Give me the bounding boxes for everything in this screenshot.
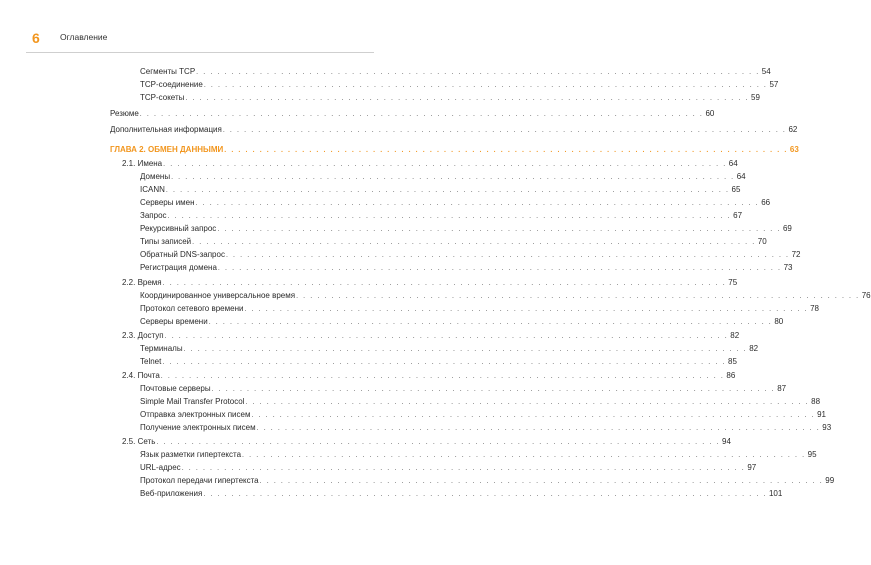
toc-entry-title: Веб-приложения (140, 489, 203, 498)
toc-page-number: 80 (774, 317, 784, 326)
toc-entry-title: Протокол передачи гипертекста (140, 476, 259, 485)
toc-entry-title: Язык разметки гипертекста (140, 450, 242, 459)
toc-entry[interactable] (122, 277, 738, 289)
toc-entry-title: 2.4. Почта (122, 371, 160, 380)
toc-dot-leader: . . . . . . . . . . . . . . . . . . . . . . . . . . . . . . . . . . . . . . . . . . . . . . . . . . . . . . . . . . . . . . . . . . . . . . . . . . . . . . . . (160, 373, 725, 380)
toc-dot-leader: . . . . . . . . . . . . . . . . . . . . . . . . . . . . . . . . . . . . . . . . . . . . . . . . . . . . . . . . . . . . . . . . . . . . . . . . . . . . . . . . (167, 213, 732, 220)
toc-entry[interactable] (122, 330, 740, 342)
toc-dot-leader: . . . . . . . . . . . . . . . . . . . . . . . . . . . . . . . . . . . . . . . . . . . . . . . . . . . . . . . . . . . . . . . . . . . . . . . . . . . . . . . . (203, 491, 767, 498)
toc-entry[interactable] (140, 396, 821, 408)
toc-dot-leader: . . . . . . . . . . . . . . . . . . . . . . . . . . . . . . . . . . . . . . . . . . . . . . . . . . . . . . . . . . . . . . . . . . . . . . . . . . . . . . . . (171, 174, 735, 181)
toc-entry-title: Дополнительная информация (110, 125, 222, 134)
toc-dot-leader: . . . . . . . . . . . . . . . . . . . . . . . . . . . . . . . . . . . . . . . . . . . . . . . . . . . . . . . . . . . . . . . . . . . . . . . . . . . . . . . . (225, 252, 790, 259)
toc-entry[interactable] (140, 462, 757, 474)
toc-page-number: 99 (825, 476, 835, 485)
toc-page-number: 76 (861, 291, 871, 300)
toc-dot-leader: . . . . . . . . . . . . . . . . . . . . . . . . . . . . . . . . . . . . . . . . . . . . . . . . . . . . . . . . . . . . . . . . . . . . . . . . . . . . . . . . (156, 439, 720, 446)
toc-page-number: 72 (791, 250, 801, 259)
toc-dot-leader: . . . . . . . . . . . . . . . . . . . . . . . . . . . . . . . . . . . . . . . . . . . . . . . . . . . . . . . . . . . . . . . . . . . . . . . . . . . . . . . . (163, 161, 727, 168)
toc-page-number: 93 (822, 423, 832, 432)
toc-page-number: 69 (782, 224, 792, 233)
toc-dot-leader: . . . . . . . . . . . . . . . . . . . . . . . . . . . . . . . . . . . . . . . . . . . . . . . . . . . . . . . . . . . . . . . . . . . . . . . . . . . . . . . . (296, 293, 860, 300)
toc-entry[interactable] (110, 108, 715, 120)
toc-chapter-entry[interactable] (110, 144, 799, 156)
toc-dot-leader: . . . . . . . . . . . . . . . . . . . . . . . . . . . . . . . . . . . . . . . . . . . . . . . . . . . . . . . . . . . . . . . . . . . . . . . . . . . . . . . . (217, 265, 782, 272)
toc-dot-leader: . . . . . . . . . . . . . . . . . . . . . . . . . . . . . . . . . . . . . . . . . . . . . . . . . . . . . . . . . . . . . . . . . . . . . . . . . . . . . . . . (162, 280, 727, 287)
toc-entry-title: Telnet (140, 357, 162, 366)
toc-entry[interactable] (140, 171, 746, 183)
toc-entry[interactable] (140, 475, 835, 487)
toc-entry[interactable] (140, 290, 871, 302)
toc-entry-title: 2.1. Имена (122, 159, 163, 168)
toc-entry[interactable] (140, 316, 784, 328)
toc-page-number: 85 (728, 357, 737, 366)
toc-dot-leader: . . . . . . . . . . . . . . . . . . . . . . . . . . . . . . . . . . . . . . . . . . . . . . . . . . . . . . . . . . . . . . . . . . . . . . . . . . . . . . . . (244, 306, 809, 313)
toc-dot-leader: . . . . . . . . . . . . . . . . . . . . . . . . . . . . . . . . . . . . . . . . . . . . . . . . . . . . . . . . . . . . . . . . . . . . . . . . . . . . . . . . (251, 412, 816, 419)
toc-entry[interactable] (140, 262, 793, 274)
running-head-title: Оглавление (60, 32, 108, 42)
toc-page-number: 66 (761, 198, 771, 207)
toc-dot-leader: . . . . . . . . . . . . . . . . . . . . . . . . . . . . . . . . . . . . . . . . . . . . . . . . . . . . . . . . . . . . . . . . . . . . . . . . . . . . . . . . (185, 95, 750, 102)
toc-dot-leader: . . . . . . . . . . . . . . . . . . . . . . . . . . . . . . . . . . . . . . . . . . . . . . . . . . . . . . . . . . . . . . . . . . . . . . . . . . . . . . . . (162, 359, 726, 366)
toc-page-number: 63 (789, 145, 799, 154)
toc-page-number: 91 (817, 410, 826, 419)
toc-entry-title: Протокол сетевого времени (140, 304, 244, 313)
toc-page-number: 86 (726, 371, 736, 380)
toc-entry-title: 2.3. Доступ (122, 331, 164, 340)
toc-page-number: 78 (810, 304, 820, 313)
toc-entry-title: Запрос (140, 211, 167, 220)
toc-dot-leader: . . . . . . . . . . . . . . . . . . . . . . . . . . . . . . . . . . . . . . . . . . . . . . . . . . . . . . . . . . . . . . . . . . . . . . . . . . . . . . . . (165, 187, 730, 194)
toc-entry-title: Резюме (110, 109, 139, 118)
toc-page-number: 70 (757, 237, 767, 246)
toc-entry-title: Домены (140, 172, 171, 181)
toc-entry-title: Рекурсивный запрос (140, 224, 217, 233)
toc-entry[interactable] (140, 422, 832, 434)
toc-entry[interactable] (140, 184, 741, 196)
toc-dot-leader: . . . . . . . . . . . . . . . . . . . . . . . . . . . . . . . . . . . . . . . . . . . . . . . . . . . . . . . . . . . . . . . . . . . . . . . . . . . . . . . . (259, 478, 824, 485)
toc-entry[interactable] (140, 356, 737, 368)
page-number: 6 (32, 30, 40, 46)
toc-entry-title: 2.2. Время (122, 278, 162, 287)
toc-dot-leader: . . . . . . . . . . . . . . . . . . . . . . . . . . . . . . . . . . . . . . . . . . . . . . . . . . . . . . . . . . . . . . . . . . . . . . . . . . . . . . . . (203, 82, 768, 89)
toc-page-number: 73 (783, 263, 793, 272)
toc-page-number: 62 (788, 125, 798, 134)
toc-dot-leader: . . . . . . . . . . . . . . . . . . . . . . . . . . . . . . . . . . . . . . . . . . . . . . . . . . . . . . . . . . . . . . . . . . . . . . . . . . . . . . . . (211, 386, 776, 393)
toc-dot-leader: . . . . . . . . . . . . . . . . . . . . . . . . . . . . . . . . . . . . . . . . . . . . . . . . . . . . . . . . . . . . . . . . . . . . . . . . . . . . . . . . (224, 147, 788, 154)
toc-dot-leader: . . . . . . . . . . . . . . . . . . . . . . . . . . . . . . . . . . . . . . . . . . . . . . . . . . . . . . . . . . . . . . . . . . . . . . . . . . . . . . . . (245, 399, 810, 406)
toc-entry-title: Серверы времени (140, 317, 208, 326)
toc-entry[interactable] (140, 236, 767, 248)
toc-entry-title: Типы записей (140, 237, 192, 246)
toc-entry[interactable] (140, 383, 787, 395)
toc-entry-title: Обратный DNS-запрос (140, 250, 225, 259)
toc-entry-title: Получение электронных писем (140, 423, 256, 432)
toc-page-number: 97 (747, 463, 757, 472)
toc-dot-leader: . . . . . . . . . . . . . . . . . . . . . . . . . . . . . . . . . . . . . . . . . . . . . . . . . . . . . . . . . . . . . . . . . . . . . . . . . . . . . . . . (242, 452, 806, 459)
toc-entry-title: Simple Mail Transfer Protocol (140, 397, 245, 406)
toc-entry[interactable] (140, 409, 826, 421)
toc-entry[interactable] (122, 370, 736, 382)
toc-entry-title: Почтовые серверы (140, 384, 211, 393)
toc-page-number: 82 (730, 331, 740, 340)
toc-entry[interactable] (140, 223, 792, 235)
toc-entry-title: Координированное универсальное время (140, 291, 296, 300)
toc-entry-title: ICANN (140, 185, 165, 194)
toc-dot-leader: . . . . . . . . . . . . . . . . . . . . . . . . . . . . . . . . . . . . . . . . . . . . . . . . . . . . . . . . . . . . . . . . . . . . . . . . . . . . . . . . (195, 200, 760, 207)
toc-page-number: 60 (705, 109, 715, 118)
toc-dot-leader: . . . . . . . . . . . . . . . . . . . . . . . . . . . . . . . . . . . . . . . . . . . . . . . . . . . . . . . . . . . . . . . . . . . . . . . . . . . . . . . . (192, 239, 756, 246)
toc-entry[interactable] (122, 436, 731, 448)
toc-entry[interactable] (140, 79, 779, 91)
toc-entry-title: URL-адрес (140, 463, 181, 472)
toc-dot-leader: . . . . . . . . . . . . . . . . . . . . . . . . . . . . . . . . . . . . . . . . . . . . . . . . . . . . . . . . . . . . . . . . . . . . . . . . . . . . . . . . (222, 127, 787, 134)
toc-entry-title: TCP-соединение (140, 80, 203, 89)
toc-page-number: 57 (769, 80, 779, 89)
toc-page-number: 88 (811, 397, 821, 406)
toc-entry-title: Терминалы (140, 344, 183, 353)
toc-entry-title: Сегменты TCP (140, 67, 196, 76)
toc-dot-leader: . . . . . . . . . . . . . . . . . . . . . . . . . . . . . . . . . . . . . . . . . . . . . . . . . . . . . . . . . . . . . . . . . . . . . . . . . . . . . . . . (217, 226, 781, 233)
toc-page-number: 82 (749, 344, 759, 353)
toc-dot-leader: . . . . . . . . . . . . . . . . . . . . . . . . . . . . . . . . . . . . . . . . . . . . . . . . . . . . . . . . . . . . . . . . . . . . . . . . . . . . . . . . (164, 333, 729, 340)
toc-entry-title: 2.5. Сеть (122, 437, 156, 446)
toc-page-number: 67 (733, 211, 743, 220)
toc-entry[interactable] (140, 66, 771, 78)
toc-page-number: 59 (751, 93, 760, 102)
toc-dot-leader: . . . . . . . . . . . . . . . . . . . . . . . . . . . . . . . . . . . . . . . . . . . . . . . . . . . . . . . . . . . . . . . . . . . . . . . . . . . . . . . . (196, 69, 760, 76)
toc-page-number: 54 (761, 67, 771, 76)
toc-entry[interactable] (140, 197, 771, 209)
toc-entry[interactable] (140, 488, 783, 500)
toc-entry[interactable] (110, 124, 798, 136)
toc-dot-leader: . . . . . . . . . . . . . . . . . . . . . . . . . . . . . . . . . . . . . . . . . . . . . . . . . . . . . . . . . . . . . . . . . . . . . . . . . . . . . . . . (256, 425, 821, 432)
toc-page-number: 95 (807, 450, 817, 459)
toc-page-number: 87 (777, 384, 787, 393)
toc-entry[interactable] (140, 210, 743, 222)
toc-page-number: 64 (728, 159, 738, 168)
toc-page-number: 101 (768, 489, 783, 498)
toc-entry[interactable] (140, 343, 759, 355)
toc-entry-title: Серверы имен (140, 198, 195, 207)
toc-page-number: 64 (736, 172, 746, 181)
toc-entry[interactable] (140, 92, 760, 104)
toc-page-number: 94 (722, 437, 731, 446)
toc-dot-leader: . . . . . . . . . . . . . . . . . . . . . . . . . . . . . . . . . . . . . . . . . . . . . . . . . . . . . . . . . . . . . . . . . . . . . . . . . . . . . . . . (139, 111, 704, 118)
toc-entry[interactable] (140, 303, 820, 315)
toc-dot-leader: . . . . . . . . . . . . . . . . . . . . . . . . . . . . . . . . . . . . . . . . . . . . . . . . . . . . . . . . . . . . . . . . . . . . . . . . . . . . . . . . (181, 465, 746, 472)
toc-entry-title: Регистрация домена (140, 263, 217, 272)
toc-dot-leader: . . . . . . . . . . . . . . . . . . . . . . . . . . . . . . . . . . . . . . . . . . . . . . . . . . . . . . . . . . . . . . . . . . . . . . . . . . . . . . . . (183, 346, 748, 353)
toc-entry[interactable] (122, 158, 738, 170)
page-header (26, 30, 374, 53)
toc-dot-leader: . . . . . . . . . . . . . . . . . . . . . . . . . . . . . . . . . . . . . . . . . . . . . . . . . . . . . . . . . . . . . . . . . . . . . . . . . . . . . . . . (208, 319, 773, 326)
toc-entry-title: ГЛАВА 2. ОБМЕН ДАННЫМИ (110, 145, 224, 154)
toc-entry[interactable] (140, 249, 801, 261)
toc-entry[interactable] (140, 449, 817, 461)
toc-entry-title: TCP-сокеты (140, 93, 185, 102)
toc-page-number: 65 (731, 185, 741, 194)
toc-page-number: 75 (728, 278, 738, 287)
toc-entry-title: Отправка электронных писем (140, 410, 251, 419)
